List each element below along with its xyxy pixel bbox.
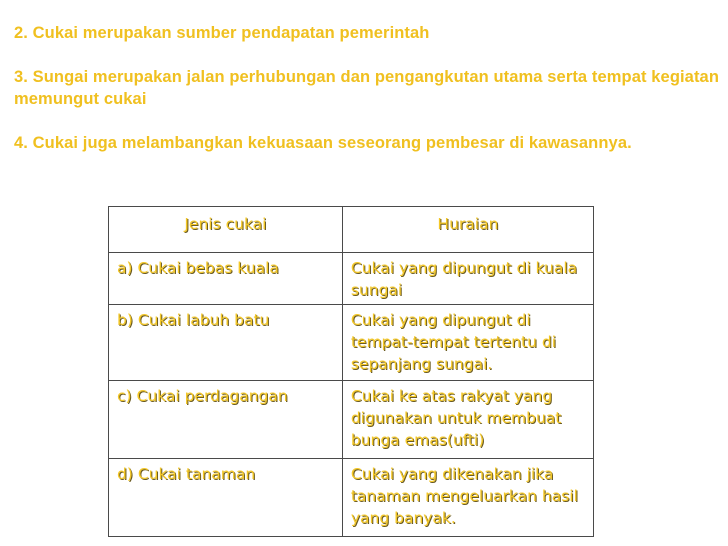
table-row [109,253,594,305]
cell-huraian: Cukai yang dipungut di tempat-tempat tertentu di sepanjang sungai. [342,305,593,381]
table-row [109,305,594,381]
cell-jenis: c) Cukai perdagangan [109,381,343,459]
cukai-table [108,206,594,537]
header-jenis-cukai: Jenis cukai [109,207,343,253]
cell-huraian: Cukai ke atas rakyat yang digunakan untuk membuat bunga emas(ufti) [342,381,593,459]
cell-jenis: a) Cukai bebas kuala [109,253,343,305]
point-4: 4. Cukai juga melambangkan kekuasaan seseorang pembesar di kawasannya. [14,134,632,152]
point-3: 3. Sungai merupakan jalan perhubungan dan pengangkutan utama serta tempat kegiatan memungut cukai [14,68,720,108]
cell-jenis: b) Cukai labuh batu [109,305,343,381]
header-huraian: Huraian [342,207,593,253]
cell-jenis: d) Cukai tanaman [109,459,343,537]
table-row [109,459,594,537]
point-2: 2. Cukai merupakan sumber pendapatan pemerintah [14,24,430,42]
points-list [14,22,722,154]
cell-huraian: Cukai yang dikenakan jika tanaman mengeluarkan hasil yang banyak. [342,459,593,537]
table-row [109,381,594,459]
table-header-row [109,207,594,253]
cell-huraian: Cukai yang dipungut di kuala sungai [342,253,593,305]
